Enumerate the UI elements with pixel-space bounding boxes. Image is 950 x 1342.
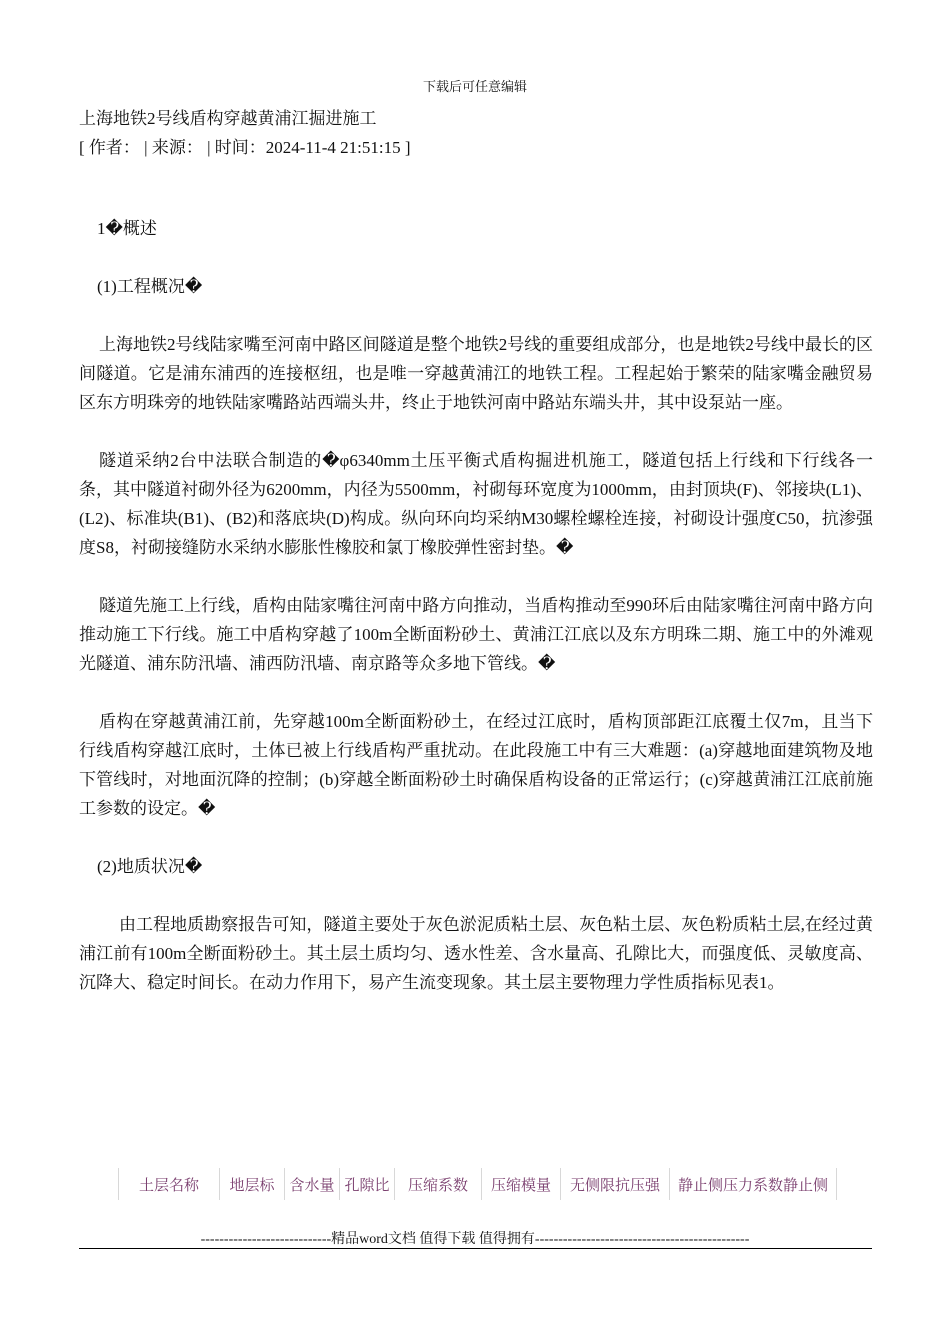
document-body [79,214,873,1026]
table-header-cell: 含水量 [285,1168,340,1200]
paragraph-4: 盾构在穿越黄浦江前，先穿越100m全断面粉砂土，在经过江底时，盾构顶部距江底覆土仅7m，且当下行线盾构穿越江底时，土体已被上行线盾构严重扰动。在此段施工中有三大难题：(a)穿越地面建筑物及地下管线时，对地面沉降的控制；(b)穿越全断面粉砂土时确保盾构设备的正常运行；(c)穿越黄浦江江底前施工参数的设定。� [79,712,873,818]
table-header-cell: 压缩系数 [395,1168,482,1200]
paragraph-2: 隧道采纳2台中法联合制造的�φ6340mm土压平衡式盾构掘进机施工，隧道包括上行线和下行线各一条，其中隧道衬砌外径为6200mm，内径为5500mm，衬砌每环宽度为1000mm，由封顶块(F)、邻接块(L1)、(L2)、标准块(B1)、(B2)和落底块(D)构成。纵向环向均采纳M30螺栓螺栓连接，衬砌设计强度C50，抗渗强度S8，衬砌接缝防水采纳水膨胀性橡胶和氯丁橡胶弹性密封垫。� [79,451,873,557]
footer-note: ----------------------------精品word文档 值得下载 值得拥有---------------------------------------------- [200,1232,750,1247]
table-header-cell: 静止侧压力系数静止侧 [670,1168,837,1200]
header-note: 下载后可任意编辑 [422,79,527,94]
document-title: 上海地铁2号线盾构穿越黄浦江掘进施工 [79,109,377,128]
soil-properties-table [118,1168,837,1200]
paragraph-1: 上海地铁2号线陆家嘴至河南中路区间隧道是整个地铁2号线的重要组成部分，也是地铁2号线中最长的区间隧道。它是浦东浦西的连接枢纽，也是唯一穿越黄浦江的地铁工程。工程起始于繁荣的陆家嘴金融贸易区东方明珠旁的地铁陆家嘴路站西端头井，终止于地铁河南中路站东端头井，其中设泵站一座。 [79,335,873,412]
subsection-heading-project: (1)工程概况� [97,277,203,296]
table-header-cell: 压缩模量 [482,1168,561,1200]
table-header-cell: 地层标 [220,1168,285,1200]
subsection-heading-geology: (2)地质状况� [97,857,203,876]
paragraph-5: 由工程地质勘察报告可知，隧道主要处于灰色淤泥质粘土层、灰色粘土层、灰色粉质粘土层,在经过黄浦江前有100m全断面粉砂土。其土层土质均匀、透水性差、含水量高、孔隙比大，而强度低、灵敏度高、沉降大、稳定时间长。在动力作用下，易产生流变现象。其土层主要物理力学性质指标见表1。 [79,915,873,992]
document-meta: [ 作者： | 来源： | 时间：2024-11-4 21:51:15 ] [79,138,411,157]
footer-rule [79,1248,872,1249]
table-header-cell: 孔隙比 [340,1168,395,1200]
section-heading-overview: 1�概述 [97,219,157,238]
paragraph-3: 隧道先施工上行线，盾构由陆家嘴往河南中路方向推动，当盾构推动至990环后由陆家嘴往河南中路方向推动施工下行线。施工中盾构穿越了100m全断面粉砂土、黄浦江江底以及东方明珠二期、施工中的外滩观光隧道、浦东防汛墙、浦西防汛墙、南京路等众多地下管线。� [79,596,873,673]
table-header-cell: 土层名称 [119,1168,220,1200]
table-header-cell: 无侧限抗压强 [561,1168,670,1200]
table-header-row [119,1168,837,1200]
